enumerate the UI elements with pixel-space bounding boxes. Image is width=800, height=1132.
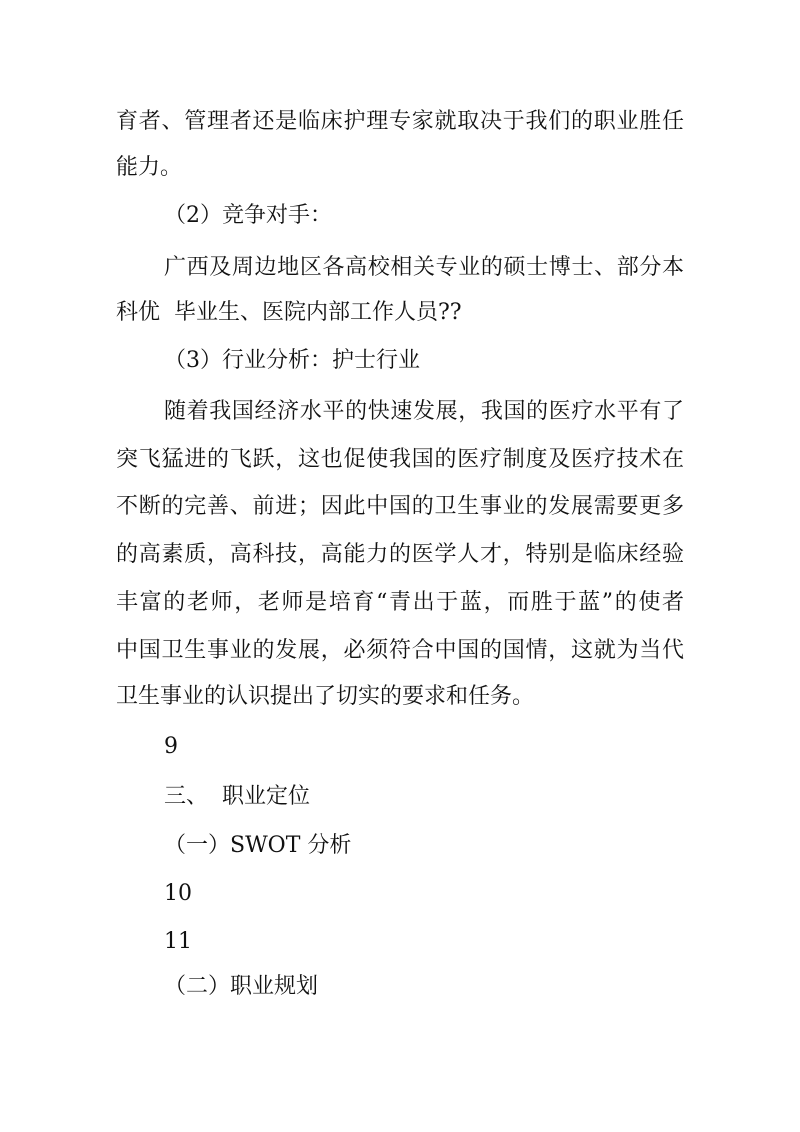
page-number: 10	[164, 881, 192, 906]
page-number: 11	[164, 929, 192, 954]
text-line: 丰富的老师，老师是培育“青出于蓝，而胜于蓝”的使者	[116, 590, 684, 615]
section-heading: （2）竞争对手：	[164, 203, 332, 228]
text-line: 突飞猛进的飞跃，这也促使我国的医疗制度及医疗技术在	[116, 447, 684, 472]
text-line: 随着我国经济水平的快速发展，我国的医疗水平有了	[164, 399, 684, 424]
text-line: 广西及周边地区各高校相关专业的硕士博士、部分本	[164, 255, 684, 280]
text-line: 不断的完善、前进；因此中国的卫生事业的发展需要更多	[116, 494, 684, 519]
section-heading: （二）职业规划	[164, 974, 319, 999]
section-heading: （一）SWOT 分析	[164, 833, 352, 858]
text-line: 科优 毕业生、医院内部工作人员??	[116, 300, 462, 325]
text-line: 卫生事业的认识提出了切实的要求和任务。	[116, 684, 535, 709]
text-line: 育者、管理者还是临床护理专家就取决于我们的职业胜任	[116, 109, 684, 134]
text-line: 的高素质，高科技，高能力的医学人才，特别是临床经验	[116, 542, 684, 567]
section-heading: 三、 职业定位	[164, 784, 310, 809]
page-number: 9	[164, 734, 178, 759]
text-line: 中国卫生事业的发展，必须符合中国的国情，这就为当代	[116, 638, 684, 663]
text-line: 能力。	[116, 155, 183, 180]
section-heading: （3）行业分析：护士行业	[164, 348, 420, 373]
